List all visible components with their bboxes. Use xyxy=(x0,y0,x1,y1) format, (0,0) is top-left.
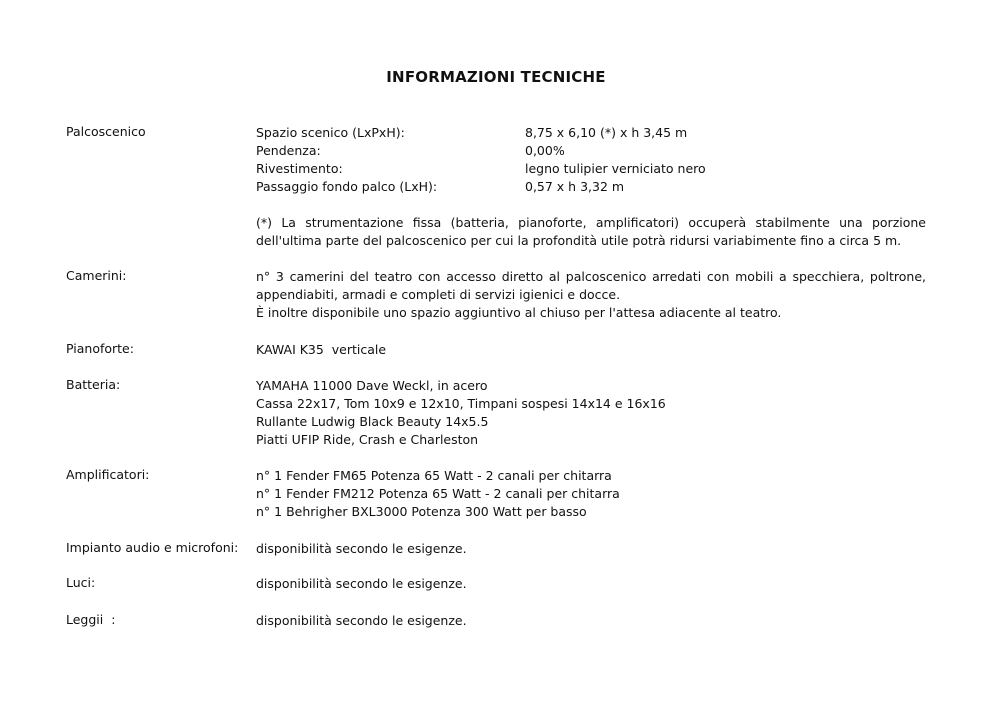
section-content xyxy=(256,612,926,630)
spec-row xyxy=(256,124,926,142)
section-content xyxy=(256,341,926,359)
page-title: INFORMAZIONI TECNICHE xyxy=(386,68,606,86)
section-label: Luci: xyxy=(66,575,96,590)
spec-value: 8,75 x 6,10 (*) x h 3,45 m xyxy=(525,125,688,140)
camerini-text-extra: È inoltre disponibile uno spazio aggiuntivo al chiuso per l'attesa adiacente al teatro. xyxy=(256,305,782,320)
list-item: Cassa 22x17, Tom 10x9 e 12x10, Timpani sospesi 14x14 e 16x16 xyxy=(256,396,666,411)
section-label: Camerini: xyxy=(66,268,127,283)
section-label: Impianto audio e microfoni: xyxy=(66,540,239,555)
spec-row xyxy=(256,178,926,196)
spec-key: Passaggio fondo palco (LxH): xyxy=(256,179,438,194)
section-content xyxy=(256,377,926,449)
section-content xyxy=(256,575,926,593)
luci-value: disponibilità secondo le esigenze. xyxy=(256,576,467,591)
stage-note: (*) La strumentazione fissa (batteria, pianoforte, amplificatori) occuperà stabilmente una porzione dell'ultima parte del palcoscenico per cui la profondità utile potrà ridursi variabimente fino a circa 5 m. xyxy=(256,215,926,248)
section-label: Batteria: xyxy=(66,377,121,392)
pianoforte-value: KAWAI K35 verticale xyxy=(256,342,387,357)
camerini-text: n° 3 camerini del teatro con accesso diretto al palcoscenico arredati con mobili a specchiera, poltrone, appendiabiti, armadi e completi di servizi igienici e docce. xyxy=(256,269,926,302)
section-label: Pianoforte: xyxy=(66,341,134,356)
list-item: n° 1 Fender FM65 Potenza 65 Watt - 2 canali per chitarra xyxy=(256,468,612,483)
list-item: Piatti UFIP Ride, Crash e Charleston xyxy=(256,432,479,447)
spec-row xyxy=(256,142,926,160)
impianto-value: disponibilità secondo le esigenze. xyxy=(256,541,467,556)
section-content xyxy=(256,124,926,250)
list-item: n° 1 Behrigher BXL3000 Potenza 300 Watt per basso xyxy=(256,504,587,519)
spec-key: Rivestimento: xyxy=(256,161,343,176)
section-content xyxy=(256,467,926,521)
section-content xyxy=(256,268,926,322)
spec-row xyxy=(256,160,926,178)
list-item: YAMAHA 11000 Dave Weckl, in acero xyxy=(256,378,488,393)
list-item: n° 1 Fender FM212 Potenza 65 Watt - 2 canali per chitarra xyxy=(256,486,620,501)
leggii-value: disponibilità secondo le esigenze. xyxy=(256,613,467,628)
section-content xyxy=(256,540,926,558)
spec-key: Pendenza: xyxy=(256,143,321,158)
spec-value: legno tulipier verniciato nero xyxy=(525,161,706,176)
section-label: Leggii : xyxy=(66,612,116,627)
list-item: Rullante Ludwig Black Beauty 14x5.5 xyxy=(256,414,489,429)
section-label: Amplificatori: xyxy=(66,467,150,482)
spec-value: 0,57 x h 3,32 m xyxy=(525,179,625,194)
section-label: Palcoscenico xyxy=(66,124,146,139)
spec-key: Spazio scenico (LxPxH): xyxy=(256,125,405,140)
spec-value: 0,00% xyxy=(525,143,565,158)
